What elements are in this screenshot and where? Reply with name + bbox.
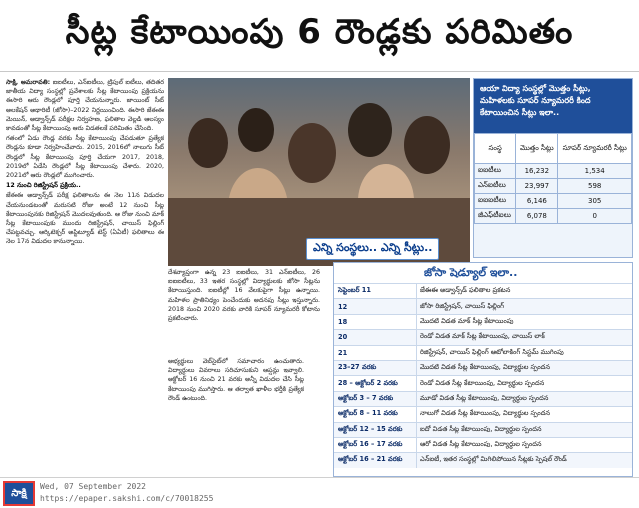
cell: 23,997 — [516, 179, 558, 194]
dateline: సాక్షి, అమరావతి: — [6, 79, 51, 86]
schedule-date: 12 — [338, 302, 348, 311]
schedule-date: అక్టోబర్ 3 – 7 వరకు — [338, 393, 394, 402]
col-institution: సంస్థ — [475, 134, 516, 164]
schedule-box — [333, 262, 633, 477]
article-body — [6, 78, 164, 473]
cell: ఐఐఐటీలు — [475, 194, 516, 209]
col-total: మొత్తం సీట్లు — [516, 134, 558, 164]
schedule-event: రెండో విడత మాక్ సీట్ల కేటాయింపు, చాయిస్ లాక్ — [416, 330, 632, 344]
schedule-row — [334, 329, 632, 344]
schedule-date: అక్టోబర్ 12 – 15 వరకు — [338, 424, 403, 433]
schedule-date: సెప్టెంబర్ 11 — [338, 286, 371, 295]
schedule-date: 28 – అక్టోబర్ 2 వరకు — [338, 378, 398, 387]
schedule-event: ఎన్ఐటీ, ఇతర సంస్థల్లో మిగిలిపోయిన సీట్లకు స్పెషల్ రౌండ్ — [416, 453, 632, 467]
schedule-event: ఆరో విడత సీట్ల కేటాయింపు, విద్యార్థుల స్పందన — [416, 438, 632, 452]
schedule-date: 23–27 వరకు — [338, 363, 377, 372]
institutions-table — [473, 78, 633, 258]
schedule-date: అక్టోబర్ 16 – 17 వరకు — [338, 440, 403, 449]
schedule-event: మూడో విడత సీట్ల కేటాయింపు, విద్యార్థుల స్పందన — [416, 392, 632, 406]
footer — [0, 477, 639, 508]
cell: 598 — [558, 179, 632, 194]
cell: 0 — [558, 209, 632, 224]
photo-caption: ఎన్ని సంస్థలు.. ఎన్ని సీట్లు.. — [306, 238, 439, 260]
schedule-event: నాలుగో విడత సీట్ల కేటాయింపు, విద్యార్థుల స్పందన — [416, 407, 632, 421]
schedule-event: ఐదో విడత సీట్ల కేటాయింపు, విద్యార్థుల స్పందన — [416, 423, 632, 437]
institutions-heading: ఆయా విద్యా సంస్థల్లో మొత్తం సీట్లు, మహిళలకు సూపర్ న్యూమరరీ కింద కేటాయించిన సీట్లు ఇలా.. — [474, 79, 632, 133]
edition-date: Wed, 07 September 2022 — [40, 482, 146, 491]
headline: సీట్ల కేటాయింపు 6 రౌండ్లకు పరిమితం — [0, 0, 639, 72]
article-subhead: 12 నుంచి రిజిస్ట్రేషన్ ప్రక్రియ.. — [6, 182, 81, 190]
schedule-row — [334, 437, 632, 452]
schedule-date: అక్టోబర్ 8 – 11 వరకు — [338, 409, 398, 418]
epaper-url[interactable]: https://epaper.sakshi.com/c/70018255 — [40, 494, 214, 503]
schedule-row — [334, 314, 632, 329]
table-row — [475, 164, 632, 179]
schedule-event: జోసా రిజిస్ట్రేషన్, చాయిస్ ఫిల్లింగ్ — [416, 299, 632, 313]
schedule-event: రెండో విడత సీట్ల కేటాయింపు, విద్యార్థుల స్పందన — [416, 376, 632, 390]
middle-text-lower: అభ్యర్థులు వెబ్‌సైట్‌లో సమాచారం ఉంచుతారు. విద్యార్థులు వివరాలు సరిచూసుకుని ఆప్షన్లు ఇవ్వాలి. అక్టోబర్ 16 నుంచి 21 వరకు అన్నీ విడుదల చేసి సీట్ల కేటాయింపు ముగిస్తారు. ఆ తర్వాత ఖాళీల భర్తీకి ప్రత్యేక రౌండ్ ఉంటుంది. — [168, 358, 304, 402]
schedule-row — [334, 360, 632, 375]
table-row — [475, 179, 632, 194]
schedule-row — [334, 452, 632, 467]
schedule-row — [334, 406, 632, 421]
schedule-row — [334, 298, 632, 313]
cell: ఐఐటీలు — [475, 164, 516, 179]
schedule-event: మొదటి విడత మాక్ సీట్ల కేటాయింపు — [416, 315, 632, 329]
cell: 6,078 — [516, 209, 558, 224]
schedule-row — [334, 422, 632, 437]
schedule-event: మొదటి విడత సీట్ల కేటాయింపు, విద్యార్థుల స్పందన — [416, 361, 632, 375]
schedule-date: 18 — [338, 317, 348, 326]
article-paragraph: జేఈఈ అడ్వాన్స్‌డ్ పరీక్ష ఫలితాలను ఈ నెల 11న విడుదల చేయనుండటంతో మరుసటి రోజు అంటే 12 నుంచి సీట్ల కేటాయింపునకు రిజిస్ట్రేషన్ మొదలవుతుంది. ఆ రోజు నుంచి మాక్ సీట్ల కేటాయింపుకు ముందు రిజిస్ట్రేషన్, చాయిస్ ఫిల్లింగ్ చేపట్టవచ్చు. ఆర్కిటెక్చర్ అప్టిట్యూడ్ టెస్ట్ (ఏఏటీ) ఫలితాలు ఈ నెల 17న విడుదల కానున్నాయి. — [6, 192, 164, 246]
cell: 1,534 — [558, 164, 632, 179]
middle-text: దేశవ్యాప్తంగా ఉన్న 23 ఐఐటీలు, 31 ఎన్ఐటీలు, 26 ఐఐఐటీలు, 33 ఇతర సంస్థల్లో విద్యార్థులకు జోసా సీట్లను కేటాయిస్తుంది. ఐఐటీల్లో 16 వేలకుపైగా సీట్లు ఉన్నాయి. మహిళల ప్రాతినిధ్యం పెంచేందుకు అదనపు సీట్లు ఇస్తున్నారు. 2018 నుంచి 2020 వరకు వారికి సూపర్ న్యూమరరీ కోటాను ప్రకటించారు. — [168, 269, 320, 323]
table-row — [475, 194, 632, 209]
schedule-date: 21 — [338, 348, 348, 357]
schedule-event: రిజిస్ట్రేషన్, చాయిస్ ఫిల్లింగ్ ఆటోలాకింగ్ సిస్టమ్ ముగింపు — [416, 346, 632, 360]
table-row — [475, 209, 632, 224]
article-paragraph: గతంలో ఏడు రౌండ్ల వరకు సీట్ల కేటాయింపు చేపడుతూ ప్రత్యేక రౌండ్లను కూడా నిర్వహించేవారు. 2015, 2016లో నాలుగు సీట్ రౌండ్లలో సీట్ల కేటాయింపు పూర్తి చేయగా 2017, 2018, 2019లో ఏడేసి రౌండ్లలో సీట్ల కేటాయింపు చేశారు. 2020, 2021లో ఆరు రౌండ్లలో ముగించారు. — [6, 135, 164, 180]
cell: 6,146 — [516, 194, 558, 209]
schedule-date: అక్టోబర్ 16 – 21 వరకు — [338, 455, 403, 464]
schedule-title: జోసా షెడ్యూల్ ఇలా.. — [424, 266, 518, 279]
article-paragraph: ఐఐటీలు, ఎన్ఐటీలు, ట్రిపుల్ ఐటీలు, తదితర జాతీయ విద్యా సంస్థల్లో ప్రవేశాలకు సీట్ల కేటాయింపు ప్రక్రియను ఈసారి ఆరు రౌండ్లలో పూర్తి చేయనున్నారు. జాయింట్ సీట్ అలకేషన్ అథారిటీ (జోసా)–2022 నిర్ణయించింది. ఈసారి జేఈఈ మెయిన్, అడ్వాన్స్‌డ్ పరీక్షల నిర్వహణ, ఫలితాల వెల్లడి ఆలస్యం కావడంతో సీట్ల కేటాయింపు ఆరు విడతలకే పరిమితం చేసింది. — [6, 79, 164, 133]
schedule-date: 20 — [338, 333, 348, 342]
cell: జీఎఫ్‌టీఐలు — [475, 209, 516, 224]
sakshi-logo[interactable]: సాక్షి — [3, 481, 35, 506]
schedule-row — [334, 345, 632, 360]
cell: ఎన్ఐటీలు — [475, 179, 516, 194]
schedule-event: జేఈఈ అడ్వాన్స్‌డ్ ఫలితాల ప్రకటన — [416, 284, 632, 298]
schedule-row — [334, 283, 632, 298]
schedule-row — [334, 391, 632, 406]
col-super: సూపర్ న్యూమరరీ సీట్లు — [558, 134, 632, 164]
cell: 305 — [558, 194, 632, 209]
schedule-row — [334, 375, 632, 390]
cell: 16,232 — [516, 164, 558, 179]
